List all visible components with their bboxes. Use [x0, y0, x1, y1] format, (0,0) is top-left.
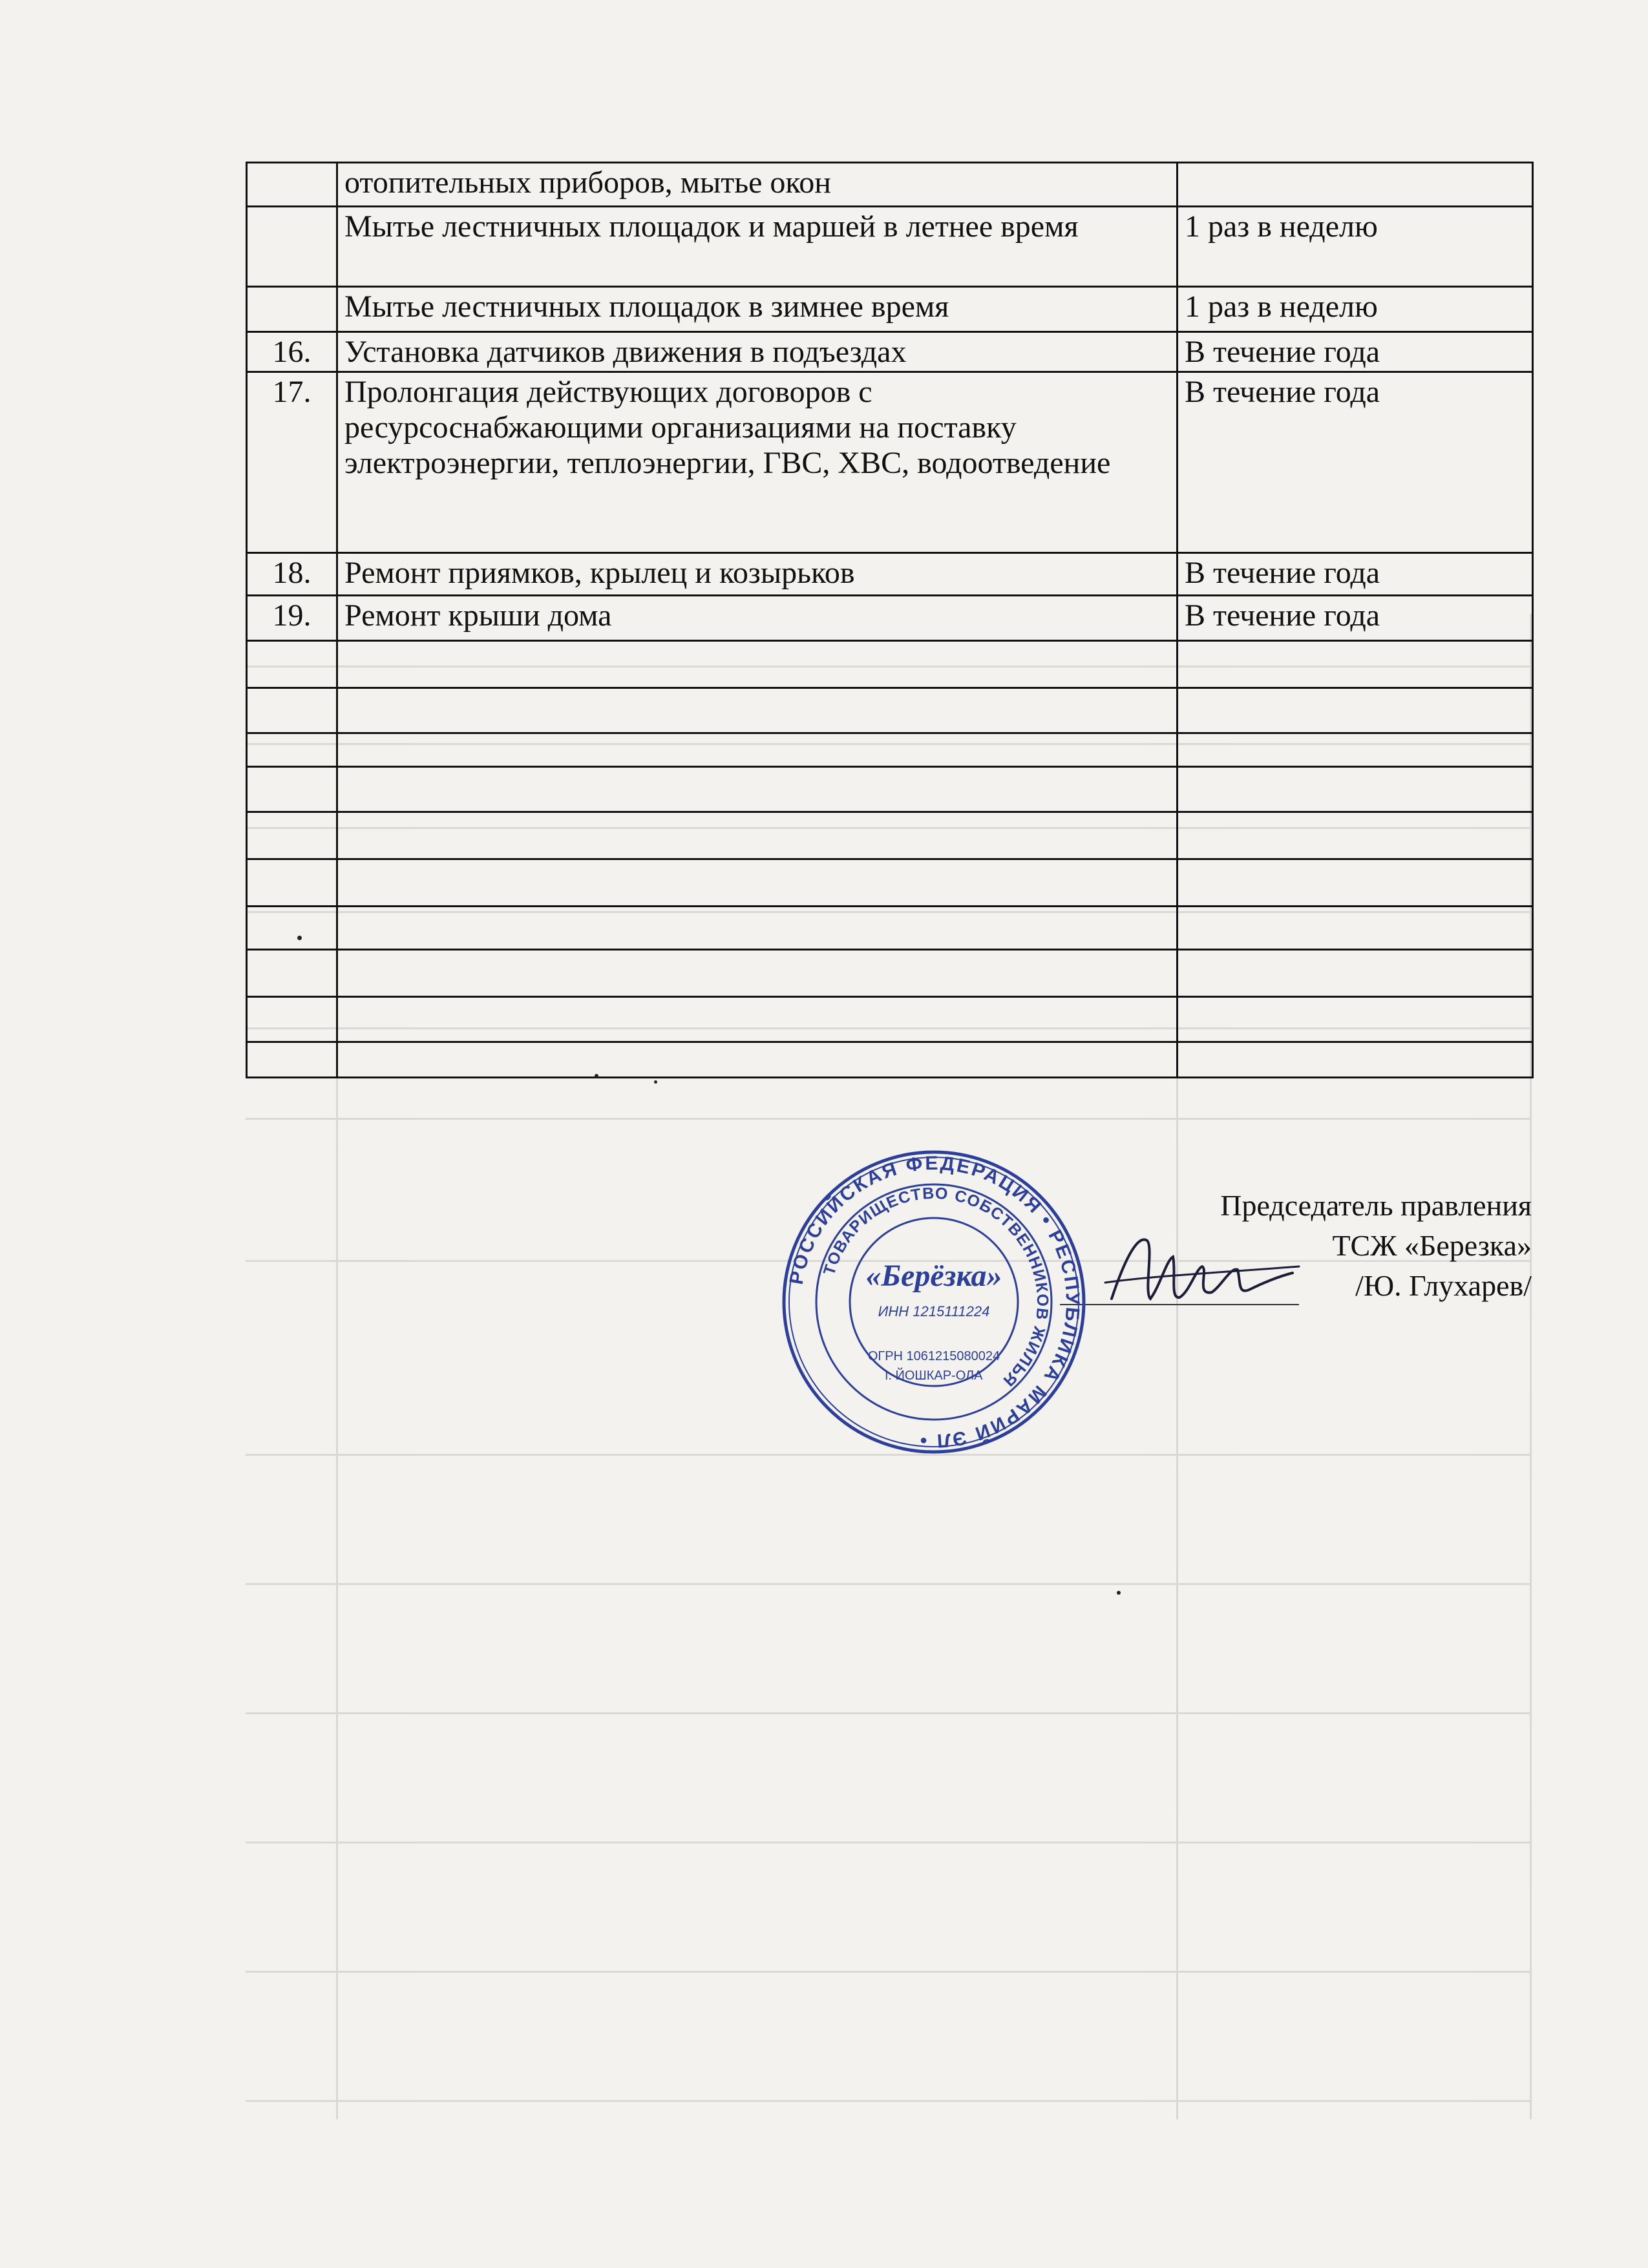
work-periodicity: В течение года: [1178, 596, 1533, 641]
work-description: Пролонгация действующих договоров с ресурсоснабжающими организациями на поставку электроэнергии, теплоэнергии, ГВС, ХВС, водоотведение: [337, 372, 1178, 553]
empty-row: [247, 767, 1533, 812]
table-row: [247, 207, 1533, 287]
stamp-ogrn: ОГРН 1061215080024: [867, 1349, 1000, 1363]
row-number: [247, 733, 337, 767]
work-description: [337, 733, 1178, 767]
work-periodicity: [1178, 733, 1533, 767]
work-periodicity: [1178, 812, 1533, 859]
works-table: [246, 162, 1534, 1078]
work-periodicity: [1178, 997, 1533, 1042]
work-periodicity: [1178, 950, 1533, 997]
work-description: Мытье лестничных площадок и маршей в летнее время: [337, 207, 1178, 287]
table-row: [247, 596, 1533, 641]
table-row: [247, 287, 1533, 332]
signer-name: /Ю. Глухарев/: [1355, 1269, 1532, 1302]
work-description: [337, 641, 1178, 688]
row-number: [247, 688, 337, 733]
work-periodicity: [1178, 859, 1533, 907]
row-number: [247, 207, 337, 287]
row-number: [247, 163, 337, 207]
work-description: [337, 997, 1178, 1042]
empty-row: [247, 641, 1533, 688]
work-description: [337, 1042, 1178, 1078]
row-number: [247, 641, 337, 688]
work-description: [337, 688, 1178, 733]
stamp-inn: ИНН 1215111224: [878, 1303, 990, 1319]
row-number: [247, 287, 337, 332]
row-number: 17.: [247, 372, 337, 553]
empty-row: [247, 997, 1533, 1042]
row-number: [247, 859, 337, 907]
row-number: [247, 997, 337, 1042]
work-periodicity: 1 раз в неделю: [1178, 287, 1533, 332]
work-description: [337, 859, 1178, 907]
handwritten-signature: [1099, 1221, 1305, 1325]
table-row: [247, 553, 1533, 596]
work-description: Установка датчиков движения в подъездах: [337, 332, 1178, 372]
work-description: [337, 812, 1178, 859]
work-description: Ремонт приямков, крылец и козырьков: [337, 553, 1178, 596]
organization-stamp: [779, 1147, 1089, 1457]
work-description: [337, 767, 1178, 812]
work-periodicity: [1178, 767, 1533, 812]
row-number: [247, 1042, 337, 1078]
works-table-body: [247, 163, 1533, 1078]
empty-row: [247, 950, 1533, 997]
signer-position: Председатель правления: [1220, 1189, 1532, 1222]
row-number: [247, 907, 337, 950]
row-number: 16.: [247, 332, 337, 372]
work-periodicity: [1178, 641, 1533, 688]
signer-organization: ТСЖ «Березка»: [1332, 1229, 1532, 1262]
stamp-outer-text: РОССИЙСКАЯ ФЕДЕРАЦИЯ • РЕСПУБЛИКА МАРИЙ ЭЛ •: [785, 1152, 1084, 1452]
empty-row: [247, 812, 1533, 859]
empty-row: [247, 1042, 1533, 1078]
row-number: 19.: [247, 596, 337, 641]
row-number: [247, 812, 337, 859]
empty-row: [247, 859, 1533, 907]
work-periodicity: [1178, 688, 1533, 733]
scan-speck: [654, 1080, 657, 1084]
table-row: [247, 372, 1533, 553]
work-description: Мытье лестничных площадок в зимнее время: [337, 287, 1178, 332]
stamp-inner-text: ТОВАРИЩЕСТВО СОБСТВЕННИКОВ ЖИЛЬЯ: [819, 1184, 1052, 1391]
row-number: [247, 950, 337, 997]
stamp-city: г. ЙОШКАР-ОЛА: [885, 1369, 983, 1383]
table-row: [247, 332, 1533, 372]
work-description: отопительных приборов, мытье окон: [337, 163, 1178, 207]
work-periodicity: В течение года: [1178, 332, 1533, 372]
work-periodicity: В течение года: [1178, 553, 1533, 596]
work-description: [337, 950, 1178, 997]
work-periodicity: [1178, 163, 1533, 207]
empty-row: [247, 907, 1533, 950]
work-periodicity: [1178, 1042, 1533, 1078]
work-periodicity: В течение года: [1178, 372, 1533, 553]
row-number: 18.: [247, 553, 337, 596]
work-description: Ремонт крыши дома: [337, 596, 1178, 641]
work-periodicity: 1 раз в неделю: [1178, 207, 1533, 287]
stamp-center-name: «Берёзка»: [865, 1259, 1002, 1293]
table-row: [247, 163, 1533, 207]
scan-speck: [1117, 1591, 1121, 1595]
work-description: [337, 907, 1178, 950]
scan-speck: [297, 936, 302, 940]
row-number: [247, 767, 337, 812]
scan-speck: [595, 1074, 598, 1078]
work-periodicity: [1178, 907, 1533, 950]
empty-row: [247, 733, 1533, 767]
empty-row: [247, 688, 1533, 733]
